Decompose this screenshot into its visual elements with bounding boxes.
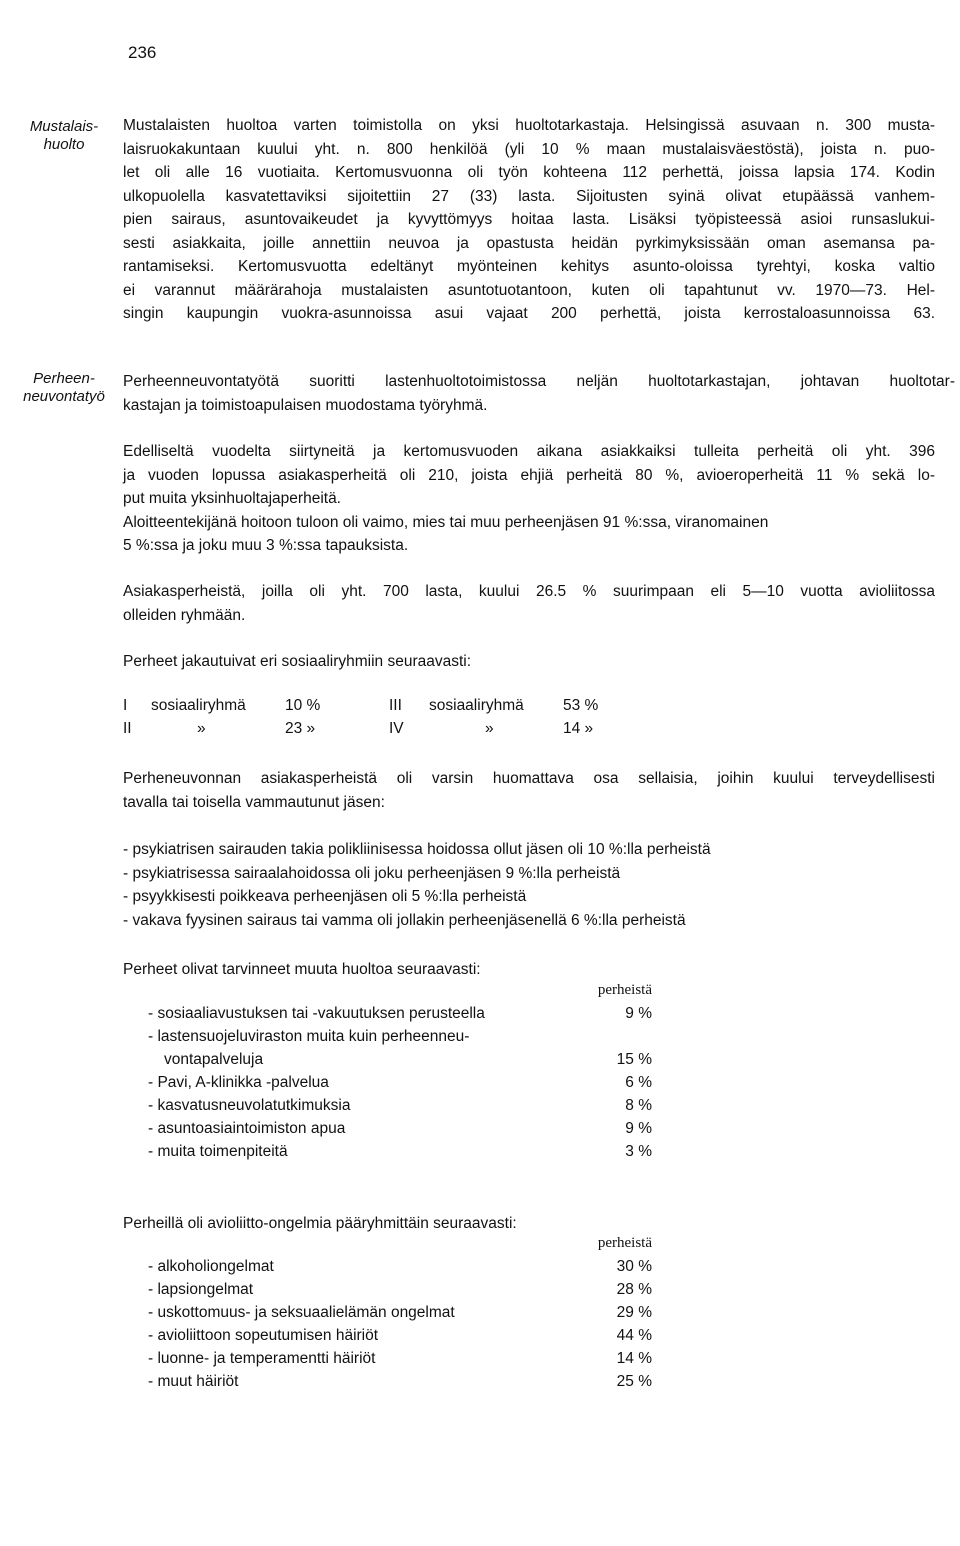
text-line: Mustalaisten huoltoa varten toimistolla on yksi huoltotarkastaja. Helsingissä asuvaan n. 300 musta- [123, 117, 935, 134]
table-cell: 23 » [285, 720, 316, 737]
groups-intro: Perheet jakautuivat eri sosiaaliryhmiin seuraavasti: [123, 653, 472, 670]
item-value: 3 % [625, 1143, 652, 1160]
margin-line: Perheen- [33, 370, 95, 387]
table-header-row [148, 1235, 652, 1258]
table-row [148, 1373, 652, 1396]
item-value: 44 % [616, 1327, 652, 1344]
text-line: 5 %:ssa ja joku muu 3 %:ssa tapauksista. [123, 537, 409, 554]
table-cell: I [123, 697, 128, 714]
margin-line: Mustalais- [29, 118, 99, 135]
table-row [148, 1005, 652, 1028]
table-cell: III [389, 697, 402, 714]
table-row [148, 1051, 652, 1074]
text-line: tavalla tai toisella vammautunut jäsen: [123, 793, 385, 811]
margin-heading-mustalaishuolto [8, 118, 120, 154]
text-line: Asiakasperheistä, joilla oli yht. 700 lasta, kuului 26.5 % suurimpaan eli 5—10 vuotta avioliitossa [123, 583, 935, 600]
table-cell: IV [389, 720, 404, 737]
text-line: Perheneuvonnan asiakasperheistä oli varsin huomattava osa sellaisia, joihin kuului terveydellisesti [123, 770, 935, 787]
item-value: 6 % [625, 1074, 652, 1091]
list-item: - psykiatrisen sairauden takia polikliinisessa hoidossa ollut jäsen oli 10 %:lla perheistä [123, 841, 711, 858]
list-item: - psyykkisesti poikkeava perheenjäsen oli 5 %:lla perheistä [123, 888, 527, 905]
text-line: put muita yksinhuoltajaperheitä. [123, 490, 341, 507]
mustalaishuolto-paragraph [123, 114, 935, 326]
text-line: sesti asiakkaita, joille annettiin neuvoa ja opastusta heidän pyrkimyksissään oman asemansa pa- [123, 234, 935, 252]
margin-heading-perheneuvonta [8, 370, 120, 406]
text-line: olleiden ryhmään. [123, 606, 246, 624]
item-value: 9 % [625, 1120, 652, 1137]
item-value [588, 1028, 652, 1051]
table-cell: II [123, 720, 132, 737]
item-value: 28 % [616, 1281, 652, 1298]
column-header: perheistä [597, 1235, 652, 1251]
social-groups-table [123, 697, 598, 743]
column-header: perheistä [597, 982, 652, 998]
health-list [123, 838, 711, 932]
table-row [123, 697, 598, 720]
item-label: - sosiaaliavustuksen tai -vakuutuksen perusteella [148, 1005, 485, 1022]
page-number: 236 [128, 43, 157, 62]
item-label: - uskottomuus- ja seksuaalielämän ongelmat [148, 1304, 455, 1321]
list-item: - vakava fyysinen sairaus tai vamma oli jollakin perheenjäsenellä 6 %:lla perheistä [123, 911, 686, 929]
table-cell: » [197, 720, 206, 737]
item-value: 8 % [625, 1097, 652, 1114]
text-line: rantamiseksi. Kertomusvuotta edeltänyt myönteinen kehitys asunto-oloissa tyrehtyi, koska valtio [123, 258, 935, 275]
text-line: ulkopuolella kasvatettaviksi sijoitettiin 27 (33) lasta. Sijoitusten syinä olivat etupäässä vanhem- [123, 187, 935, 205]
marriage-intro: Perheillä oli avioliitto-ongelmia pääryhmittäin seuraavasti: [123, 1215, 517, 1232]
item-value: 29 % [616, 1304, 652, 1321]
item-label: - alkoholiongelmat [148, 1258, 274, 1275]
text-line: let oli alle 16 vuotiaita. Kertomusvuonna oli työn kohteena 112 perhettä, joissa lapsia 174. Kodin [123, 164, 935, 181]
other-care-table [148, 982, 652, 1166]
item-label: - kasvatusneuvolatutkimuksia [148, 1097, 351, 1114]
text-line: ja vuoden lopussa asiakasperheitä oli 210, joista ehjiä perheitä 80 %, avioeroperheitä 11 % sekä lo- [123, 466, 935, 484]
table-row [148, 1143, 652, 1166]
table-cell: 53 % [563, 697, 599, 714]
text-line: Aloitteentekijänä hoitoon tuloon oli vaimo, mies tai muu perheenjäsen 91 %:ssa, viranomainen [123, 513, 769, 531]
table-row [148, 1120, 652, 1143]
table-row [148, 1097, 652, 1120]
text-line: pien sairaus, asuntovaikeudet ja kyvyttömyys hoitaa lasta. Lisäksi työpisteessä asioi runsaslukui- [123, 211, 935, 228]
other-care-intro: Perheet olivat tarvinneet muuta huoltoa seuraavasti: [123, 961, 481, 978]
table-row [148, 1350, 652, 1373]
item-value: 9 % [625, 1005, 652, 1022]
margin-line: huolto [43, 136, 85, 153]
table-cell: » [485, 720, 494, 737]
perheneuvonta-intro [123, 370, 955, 417]
table-row [148, 1258, 652, 1281]
list-item: - psykiatrisessa sairaalahoidossa oli joku perheenjäsen 9 %:lla perheistä [123, 864, 621, 882]
item-value: 30 % [616, 1258, 652, 1275]
item-label: vontapalveluja [164, 1051, 264, 1068]
table-cell: 10 % [285, 697, 321, 714]
item-label: - asuntoasiaintoimiston apua [148, 1120, 346, 1137]
text-line: Perheenneuvontatyötä suoritti lastenhuoltotoimistossa neljän huoltotarkastajan, johtavan huoltotar- [123, 373, 955, 390]
table-row [148, 1281, 652, 1304]
clients-paragraph [123, 440, 935, 558]
table-cell: sosiaaliryhmä [151, 697, 246, 714]
text-line: Edelliseltä vuodelta siirtyneitä ja kertomusvuoden aikana asiakkaiksi tulleita perheitä oli yht. 396 [123, 443, 935, 460]
text-line: kastajan ja toimistoapulaisen muodostama työryhmä. [123, 396, 488, 414]
item-label: - lastensuojeluviraston muita kuin perheenneu- [148, 1028, 470, 1045]
item-label: - lapsiongelmat [148, 1281, 254, 1298]
item-value: 15 % [616, 1051, 652, 1068]
table-row [148, 1304, 652, 1327]
item-label: - muut häiriöt [148, 1373, 239, 1390]
text-line: singin kaupungin vuokra-asunnoissa asui vajaat 200 perhettä, joista kerrostaloasunnoissa 63. [123, 305, 935, 322]
item-value: 14 % [616, 1350, 652, 1367]
text-line: ei varannut määrärahoja mustalaisten asuntotuotantoon, kuten oli tapahtunut vv. 1970—73. Hel- [123, 281, 935, 299]
item-label: - luonne- ja temperamentti häiriöt [148, 1350, 376, 1367]
text-line: laisruokakuntaan kuului yht. n. 800 henkilöä (yli 10 % maan mustalaisväestöstä), joista n. puo- [123, 140, 935, 158]
margin-line: neuvontatyö [23, 388, 105, 405]
table-header-row [148, 982, 652, 1005]
marriage-problems-table [148, 1235, 652, 1396]
health-intro [123, 767, 935, 814]
table-cell: 14 » [563, 720, 594, 737]
table-row [148, 1327, 652, 1350]
table-row [148, 1028, 652, 1051]
children-paragraph [123, 580, 935, 627]
item-value: 25 % [616, 1373, 652, 1390]
table-row [123, 720, 598, 743]
table-cell: sosiaaliryhmä [429, 697, 524, 714]
item-label: - avioliittoon sopeutumisen häiriöt [148, 1327, 379, 1344]
item-label: - Pavi, A-klinikka -palvelua [148, 1074, 329, 1091]
table-row [148, 1074, 652, 1097]
item-label: - muita toimenpiteitä [148, 1143, 288, 1160]
